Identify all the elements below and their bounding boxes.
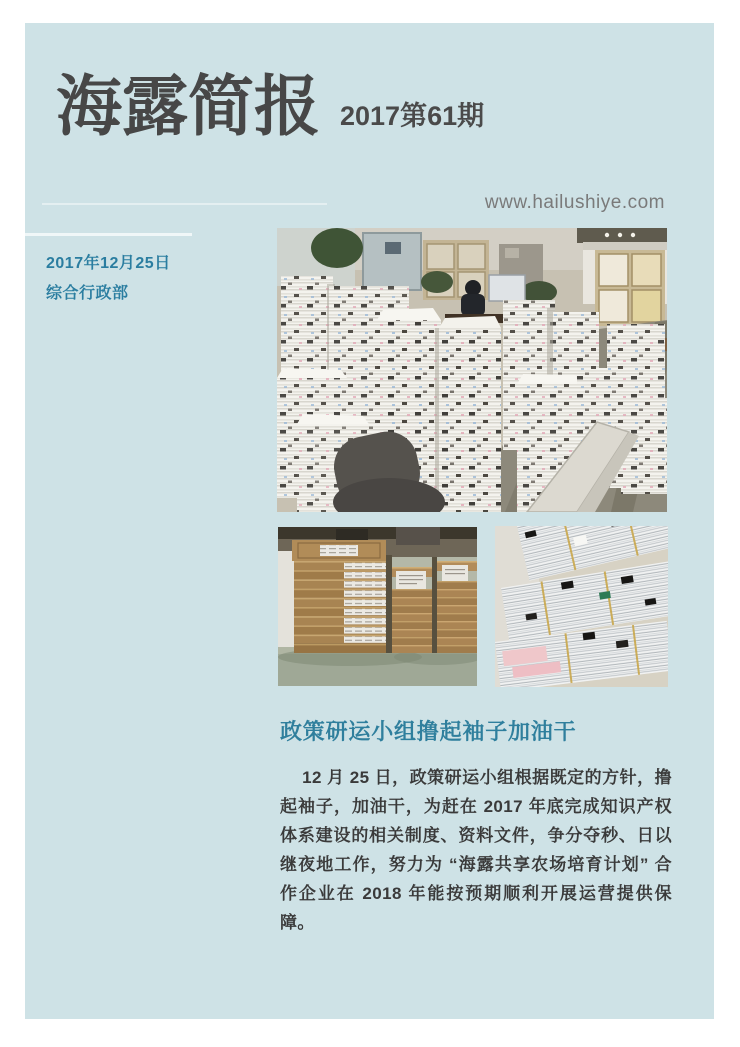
photo-bound-documents: [495, 526, 668, 687]
title-underline: [42, 203, 327, 205]
publication-date: 2017年12月25日: [46, 255, 171, 272]
archive-boxes-illustration: [278, 527, 477, 686]
article-body: 12 月 25 日，政策研运小组根据既定的方针，撸起袖子，加油干，为赶在 2017 年底完成知识产权体系建设的相关制度、资料文件，争分夺秒、日以继夜地工作，努力为 “海露共享农场培育计划” 合作企业在 2018 年能按预期顺利开展运营提供保障。: [280, 768, 672, 932]
issue-number: 2017第61期: [340, 101, 485, 131]
website-url: www.hailushiye.com: [484, 192, 665, 213]
photo-office-paper-stacks: [277, 228, 667, 512]
bound-documents-illustration: [495, 526, 668, 687]
masthead: [56, 69, 485, 143]
office-photo-illustration: [277, 228, 667, 512]
newsletter-title: 海露简报: [56, 69, 320, 143]
department-label: 综合行政部: [46, 285, 129, 302]
article-heading: 政策研运小组撸起袖子加油干: [280, 719, 577, 744]
sidebar-meta: [46, 249, 171, 309]
sidebar-divider: [25, 233, 192, 236]
photo-archive-boxes: [278, 527, 477, 686]
page-sheet: [25, 23, 714, 1019]
